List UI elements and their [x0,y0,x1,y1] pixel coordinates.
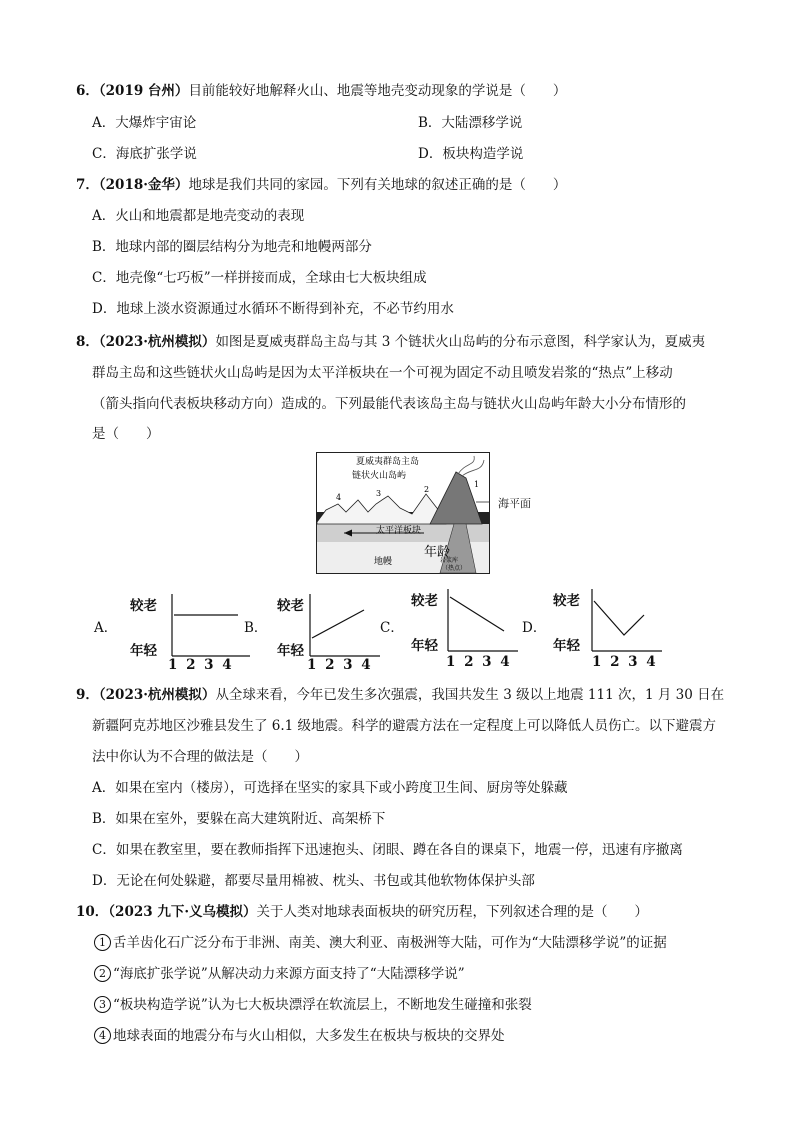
graph-d-ticks: 1 2 3 4 [592,654,658,670]
graph-c-line [450,597,504,631]
q7-number: 7 [76,177,86,193]
q8-option-c-letter: C． [380,620,404,636]
q6-option-a: A．大爆炸宇宙论 [92,115,197,131]
q8-option-d-letter: D． [522,620,547,636]
label-3: 3 [376,489,382,498]
q9-option-c: C．如果在教室里，要在教师指挥下迅速抱头、闭眼、蹲在各自的课桌下，地震一停，迅速有序撤离 [92,842,683,858]
graph-b-old-label: 较老 [277,598,304,614]
graph-d [586,585,706,665]
q10-item-4-text: 地球表面的地震分布与火山相似，大多发生在板块与板块的交界处 [113,1028,505,1044]
graph-d-old-label: 较老 [553,593,580,609]
q9-option-a: A．如果在室内（楼房），可选择在坚实的家具下或小跨度卫生间、厨房等处躲藏 [92,780,568,796]
q9-stem-line-2: 新疆阿克苏地区沙雅县发生了 6.1 级地震。科学的避震方法在一定程度上可以降低人员伤亡。以下避震方 [92,718,717,734]
graph-b-line [312,610,364,638]
q9-source: （2023·杭州模拟） [98,687,216,703]
q8-stem-line-1: 8．（2023·杭州模拟）如图是夏威夷群岛主岛与其 3 个链状火山岛屿的分布示意图，科学家认为，夏威夷 [76,334,706,350]
label-main-island: 夏威夷群岛主岛 [356,457,420,467]
q8-stem-line-4: 是（ ） [92,426,160,442]
q7-option-d: D．地球上淡水资源通过水循环不断得到补充，不必节约用水 [92,301,454,317]
label-magma: 岩浆库 [440,557,459,564]
label-4: 4 [336,493,342,502]
q8-source: （2023·杭州模拟） [98,334,216,350]
q8-number: 8 [76,334,86,350]
q8-option-b-letter: B． [244,620,268,636]
q10-item-2 [94,965,465,983]
graph-a-ticks: 1 2 3 4 [168,657,234,673]
q10-item-1-text: 舌羊齿化石广泛分布于非洲、南美、澳大利亚、南极洲等大陆，可作为“大陆漂移学说”的证据 [113,935,667,951]
q9-option-b: B．如果在室外，要躲在高大建筑附近、高架桥下 [92,811,386,827]
q6-number: 6 [76,83,86,99]
label-mantle: 地幔 [374,557,393,567]
graph-c [442,585,562,665]
circled-number-4: 4 [94,1027,111,1044]
q6-stem: 目前能较好地解释火山、地震等地壳变动现象的学说是（ ） [188,83,567,99]
graph-a [166,590,286,670]
q10-item-2-text: “海底扩张学说”从解决动力来源方面支持了“大陆漂移学说” [113,966,465,982]
q7-option-a: A．火山和地震都是地壳变动的表现 [92,208,305,224]
q7-option-b: B．地球内部的圈层结构分为地壳和地幔两部分 [92,239,372,255]
graph-a-old-label: 较老 [130,598,157,614]
graph-d-line [594,601,644,635]
q8-stem-line-2: 群岛主岛和这些链状火山岛屿是因为太平洋板块在一个可视为固定不动且喷发岩浆的“热点”上移动 [92,365,673,381]
q10-item-4 [94,1027,505,1045]
q7-source: （2018·金华） [98,177,189,193]
label-age: 年龄 [424,545,451,560]
q8-stem-line-3: （箭头指向代表板块移动方向）造成的。下列最能代表该岛主岛与链状火山岛屿年龄大小分布情形的 [92,396,686,412]
graph-c-ticks: 1 2 3 4 [446,654,512,670]
graph-b-young-label: 年轻 [277,643,304,659]
q6-option-c: C．海底扩张学说 [92,146,197,162]
q8-stem-text-1: 如图是夏威夷群岛主岛与其 3 个链状火山岛屿的分布示意图，科学家认为，夏威夷 [215,334,706,350]
q6-source: （2019 台州） [98,83,189,99]
q9-option-d: D．无论在何处躲避，都要尽量用棉被、枕头、书包或其他软物体保护头部 [92,873,535,889]
q9-stem-text-1: 从全球来看，今年已发生多次强震，我国共发生 3 级以上地震 111 次，1 月 30 日在 [215,687,725,703]
circled-number-1: 1 [94,934,111,951]
q10-stem-line: 10．（2023 九下·义乌模拟）关于人类对地球表面板块的研究历程，下列叙述合理的是（ ） [76,904,649,920]
q8-option-a-letter: A． [94,620,118,636]
q10-item-1 [94,934,667,952]
graph-b [304,590,424,670]
q9-number: 9 [76,687,86,703]
graph-d-young-label: 年轻 [553,638,580,654]
q6-option-b: B．大陆漂移学说 [418,115,523,131]
graph-b-ticks: 1 2 3 4 [307,657,373,673]
label-1: 1 [474,480,480,489]
label-2: 2 [424,485,430,494]
label-hotspot: （热点） [442,565,467,572]
q10-stem: 关于人类对地球表面板块的研究历程，下列叙述合理的是（ ） [256,904,649,920]
q9-stem-line-3: 法中你认为不合理的做法是（ ） [92,749,308,765]
graph-a-young-label: 年轻 [130,643,157,659]
label-pacific-plate: 太平洋板块 [376,526,422,536]
circled-number-3: 3 [94,996,111,1013]
circled-number-2: 2 [94,965,111,982]
q7-option-c: C．地壳像“七巧板”一样拼接而成，全球由七大板块组成 [92,270,427,286]
graph-c-old-label: 较老 [411,593,438,609]
q9-stem-line-1: 9．（2023·杭州模拟）从全球来看，今年已发生多次强震，我国共发生 3 级以上地震 111 次，1 月 30 日在 [76,687,725,703]
label-chain-islands: 链状火山岛屿 [352,471,407,481]
label-sea-level: 海平面 [498,497,531,510]
q10-item-3-text: “板块构造学说”认为七大板块漂浮在软流层上，不断地发生碰撞和张裂 [113,997,532,1013]
q10-item-3 [94,996,532,1014]
q10-number: 10 [76,904,95,920]
q6-option-d: D．板块构造学说 [418,146,524,162]
q6-stem-line: 6．（2019 台州）目前能较好地解释火山、地震等地壳变动现象的学说是（ ） [76,83,567,99]
q7-stem-line: 7．（2018·金华）地球是我们共同的家园。下列有关地球的叙述正确的是（ ） [76,177,567,193]
hawaii-hotspot-diagram [316,452,490,574]
q10-source: （2023 九下·义乌模拟） [108,904,257,920]
q7-stem: 地球是我们共同的家园。下列有关地球的叙述正确的是（ ） [188,177,567,193]
graph-c-young-label: 年轻 [411,638,438,654]
